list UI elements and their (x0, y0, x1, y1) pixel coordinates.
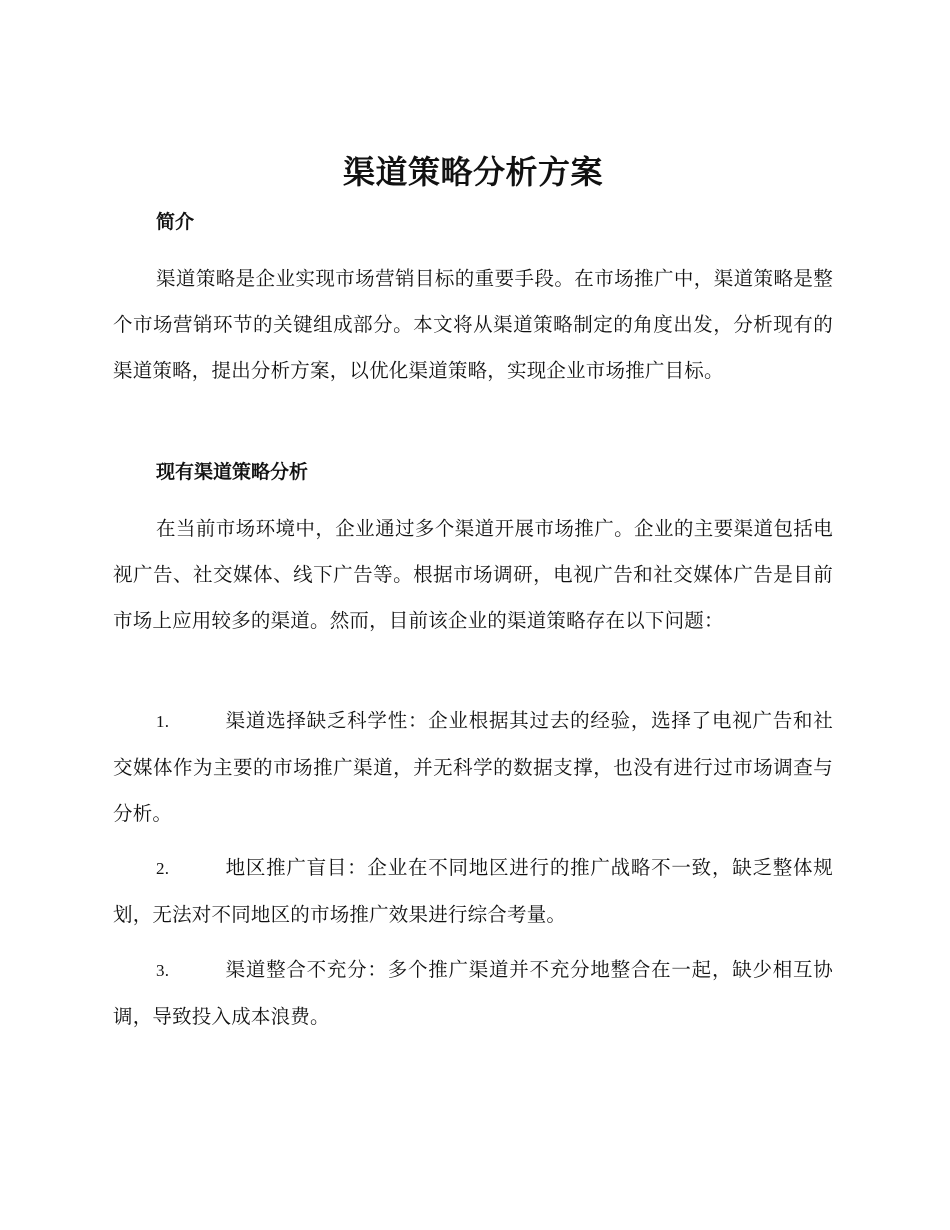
section-heading-analysis: 现有渠道策略分析 (156, 461, 309, 483)
document-title: 渠道策略分析方案 (342, 153, 603, 191)
list-item-1 (113, 698, 833, 837)
list-text: 地区推广盲目：企业在不同地区进行的推广战略不一致，缺乏整体规划，无法对不同地区的市场推广效果进行综合考量。 (113, 856, 833, 926)
list-number: 1. (156, 712, 170, 731)
list-text: 渠道整合不充分：多个推广渠道并不充分地整合在一起，缺少相互协调，导致投入成本浪费。 (113, 958, 833, 1028)
list-text: 渠道选择缺乏科学性：企业根据其过去的经验，选择了电视广告和社交媒体作为主要的市场推广渠道，并无科学的数据支撑，也没有进行过市场调查与分析。 (113, 709, 833, 825)
intro-paragraph: 渠道策略是企业实现市场营销目标的重要手段。在市场推广中，渠道策略是整个市场营销环节的关键组成部分。本文将从渠道策略制定的角度出发，分析现有的渠道策略，提出分析方案，以优化渠道策略，实现企业市场推广目标。 (113, 267, 833, 382)
section-heading-intro: 简介 (156, 211, 195, 233)
list-item-2 (113, 845, 833, 938)
list-number: 2. (156, 859, 170, 878)
list-item-3 (113, 947, 833, 1040)
list-number: 3. (156, 961, 170, 980)
analysis-paragraph: 在当前市场环境中，企业通过多个渠道开展市场推广。企业的主要渠道包括电视广告、社交媒体、线下广告等。根据市场调研，电视广告和社交媒体广告是目前市场上应用较多的渠道。然而，目前该企业的渠道策略存在以下问题： (113, 517, 833, 632)
